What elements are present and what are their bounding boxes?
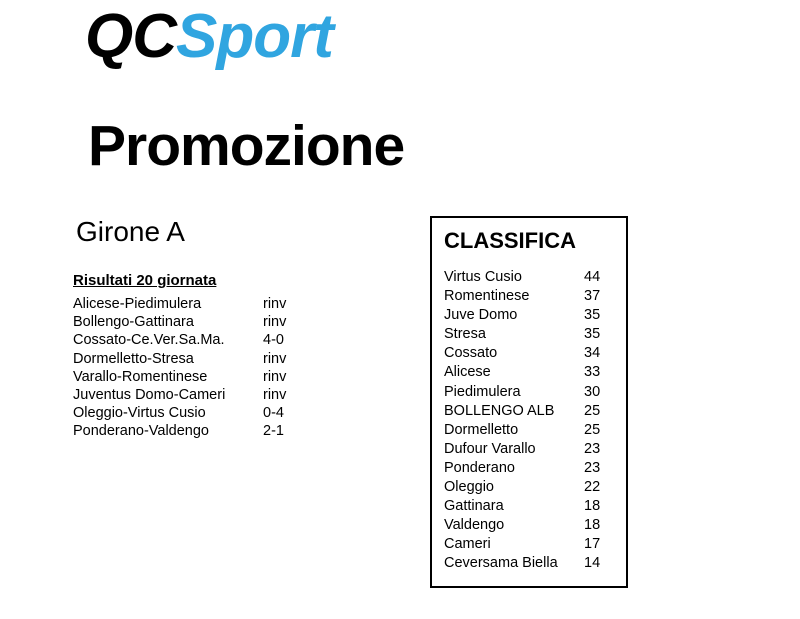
standing-team: Romentinese [444, 288, 530, 305]
standing-points: 14 [584, 555, 601, 572]
logo-text-sport: Sport [176, 2, 333, 71]
result-score: 2-1 [263, 423, 284, 440]
result-match: Dormelletto-Stresa [73, 350, 194, 367]
result-row [73, 331, 323, 349]
standing-team: Virtus Cusio [444, 269, 522, 285]
standing-team: Dormelletto [444, 421, 519, 438]
standing-team: Alicese [444, 364, 491, 381]
result-score: 0-4 [263, 405, 284, 422]
table-row [444, 535, 626, 554]
standing-points: 25 [584, 421, 601, 438]
result-score: rinv [263, 314, 287, 331]
standing-points: 35 [584, 326, 601, 343]
table-row [444, 268, 626, 287]
result-row [73, 422, 323, 440]
results-section [73, 272, 323, 441]
standing-points: 25 [584, 402, 601, 419]
table-row [444, 440, 626, 459]
standing-points: 23 [584, 440, 601, 457]
result-row [73, 350, 323, 368]
standing-points: 44 [584, 269, 601, 285]
standing-team: Gattinara [444, 498, 504, 515]
result-match: Alicese-Piedimulera [73, 296, 202, 312]
standing-team: BOLLENGO ALB [444, 402, 555, 419]
result-match: Varallo-Romentinese [73, 368, 208, 385]
table-row [444, 287, 626, 306]
table-row [444, 421, 626, 440]
standing-points: 18 [584, 517, 601, 534]
standing-team: Oleggio [444, 479, 494, 496]
result-match: Bollengo-Gattinara [73, 314, 194, 331]
table-row [444, 402, 626, 421]
standing-points: 18 [584, 498, 601, 515]
standing-points: 34 [584, 345, 601, 362]
standing-points: 30 [584, 383, 601, 400]
table-row [444, 344, 626, 363]
standing-points: 35 [584, 307, 601, 324]
standing-team: Dufour Varallo [444, 440, 536, 457]
result-score: 4-0 [263, 332, 284, 349]
standing-points: 33 [584, 364, 601, 381]
standing-points: 37 [584, 288, 601, 305]
table-row [444, 306, 626, 325]
standing-team: Juve Domo [444, 307, 518, 324]
standings-heading: CLASSIFICA [444, 228, 576, 253]
table-row [444, 554, 626, 573]
standing-points: 22 [584, 479, 601, 496]
table-row [444, 459, 626, 478]
result-match: Ponderano-Valdengo [73, 423, 209, 440]
result-row [73, 295, 323, 313]
results-list [73, 295, 323, 441]
standings-box [430, 216, 628, 588]
standing-team: Cossato [444, 345, 498, 362]
standing-team: Ponderano [444, 459, 515, 476]
results-heading: Risultati 20 giornata [73, 272, 217, 289]
result-score: rinv [263, 296, 287, 312]
table-row [444, 383, 626, 402]
result-score: rinv [263, 387, 287, 404]
standing-points: 23 [584, 459, 601, 476]
standing-team: Valdengo [444, 517, 505, 534]
page-title: Promozione [88, 114, 405, 178]
result-score: rinv [263, 350, 287, 367]
result-match: Oleggio-Virtus Cusio [73, 405, 206, 422]
standing-team: Stresa [444, 326, 486, 343]
group-label: Girone A [76, 216, 185, 247]
standing-team: Ceversama Biella [444, 555, 558, 572]
table-row [444, 363, 626, 382]
result-match: Juventus Domo-Cameri [73, 387, 226, 404]
table-row [444, 325, 626, 344]
table-row [444, 497, 626, 516]
result-row [73, 386, 323, 404]
site-logo [85, 2, 333, 71]
standing-team: Cameri [444, 536, 491, 553]
logo-text-qc: QC [85, 2, 176, 71]
standing-points: 17 [584, 536, 601, 553]
result-row [73, 313, 323, 331]
table-row [444, 478, 626, 497]
standings-list [444, 268, 626, 574]
result-score: rinv [263, 368, 287, 385]
standing-team: Piedimulera [444, 383, 521, 400]
result-row [73, 368, 323, 386]
result-row [73, 404, 323, 422]
table-row [444, 516, 626, 535]
result-match: Cossato-Ce.Ver.Sa.Ma. [73, 332, 225, 349]
